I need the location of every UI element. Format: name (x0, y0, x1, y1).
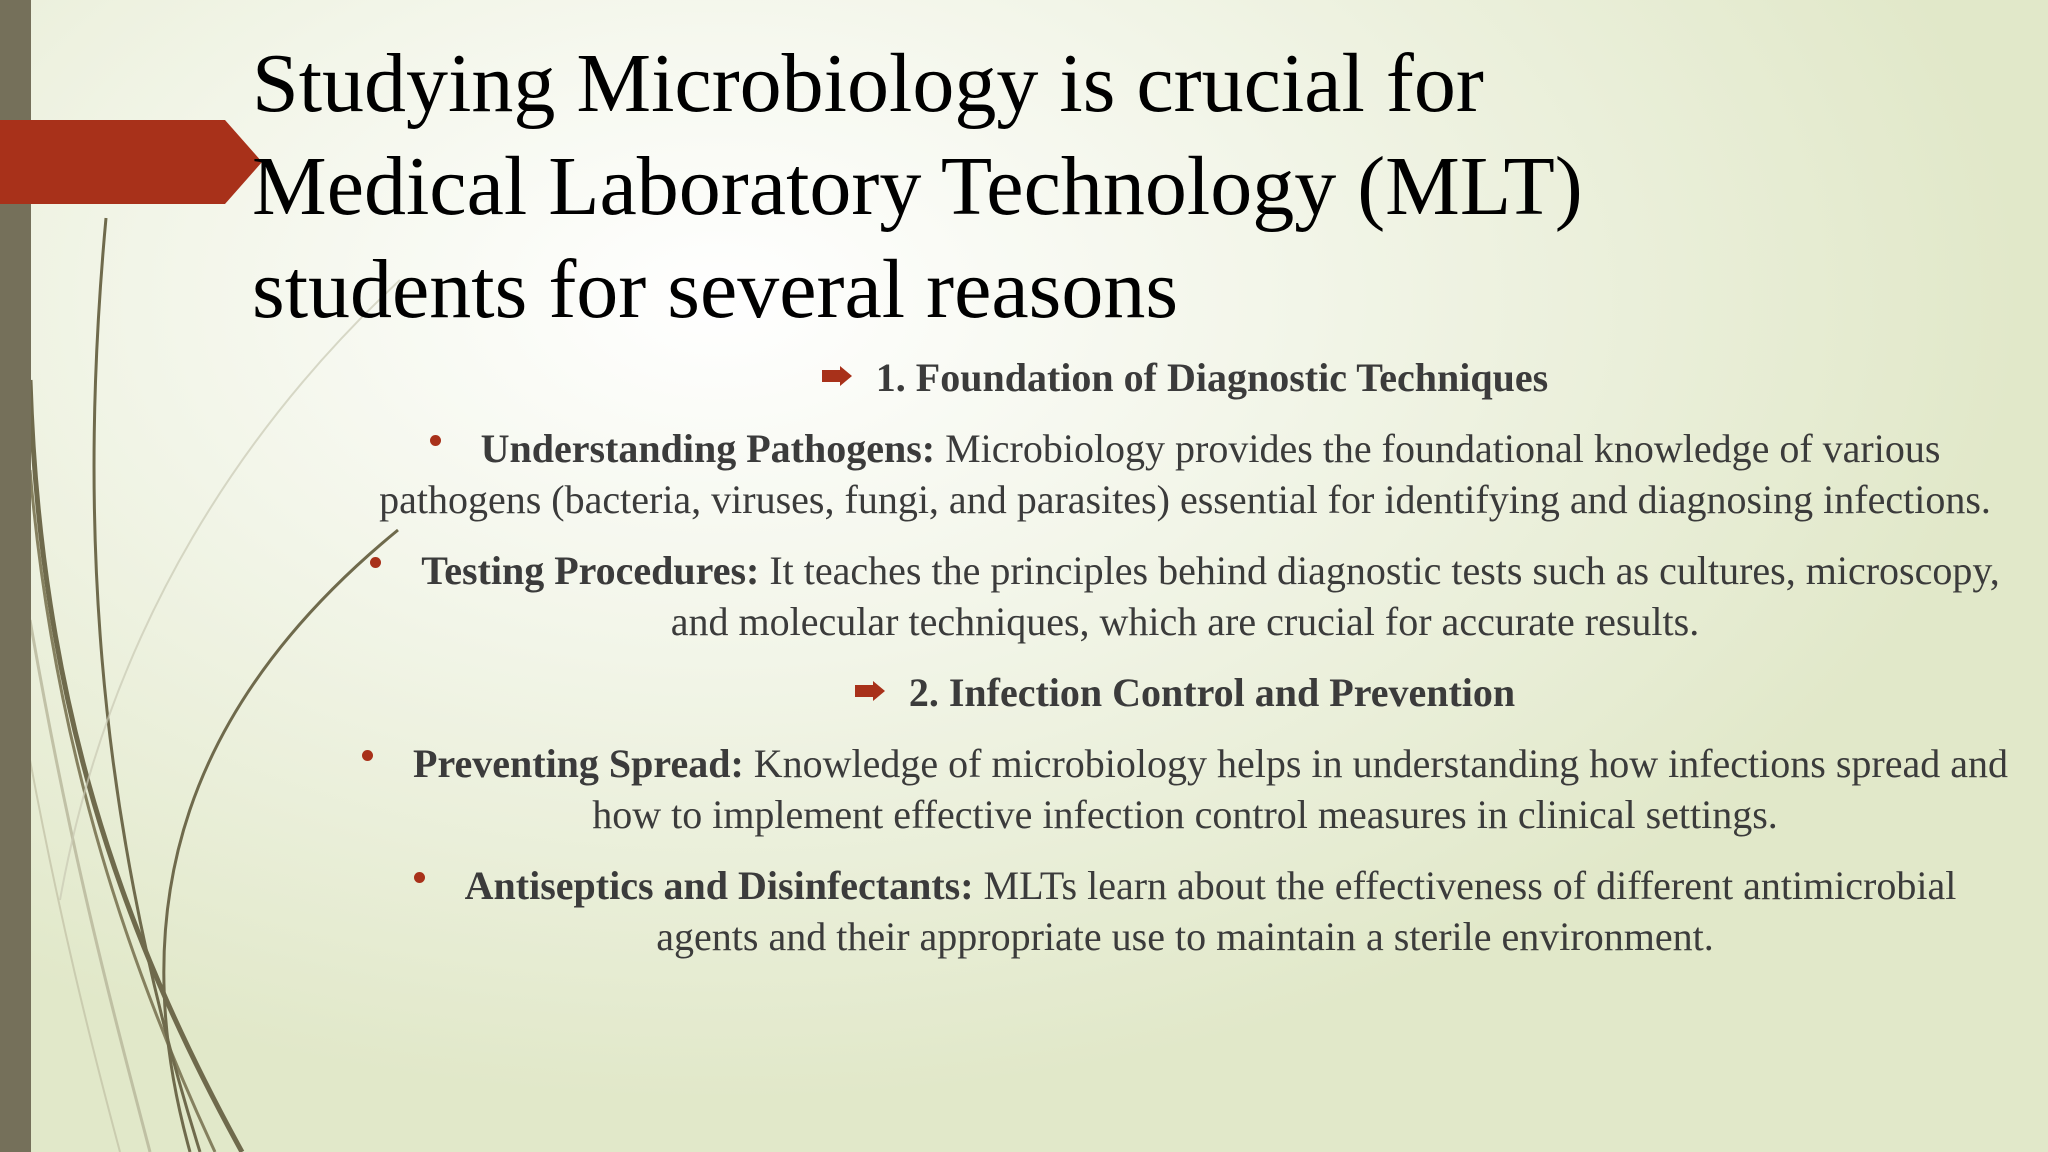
bullet-point (360, 860, 2010, 962)
bullet-point (360, 423, 2010, 525)
section-heading-text: 2. Infection Control and Prevention (908, 670, 1516, 715)
section-heading-text: 1. Foundation of Diagnostic Techniques (875, 355, 1549, 400)
bullet-dot-icon (362, 750, 373, 761)
bullet-label: Antiseptics and Disinfectants: (464, 863, 974, 908)
bullet-text: Microbiology provides the foundational knowledge of various pathogens (bacteria, viruses, fungi, and parasites) essential for identifying and diagnosing infections. (379, 426, 1991, 522)
bullet-text: Knowledge of microbiology helps in understanding how infections spread and how to implement effective infection control measures in clinical settings. (592, 741, 2008, 837)
slide-title: Studying Microbiology is crucial for Medical Laboratory Technology (MLT) students for several reasons (252, 37, 1583, 336)
bullet-text: MLTs learn about the effectiveness of different antimicrobial agents and their appropriate use to maintain a sterile environment. (656, 863, 1957, 959)
arrow-bullet-icon (855, 681, 885, 701)
bullet-dot-icon (414, 872, 425, 883)
section-heading (360, 667, 2010, 718)
bullet-dot-icon (370, 557, 381, 568)
bullet-dot-icon (430, 435, 441, 446)
bullet-point (360, 738, 2010, 840)
bullet-label: Understanding Pathogens: (480, 426, 936, 471)
bullet-text: It teaches the principles behind diagnostic tests such as cultures, microscopy, and molecular techniques, which are crucial for accurate results. (670, 548, 2000, 644)
section-heading (360, 352, 2010, 403)
accent-arrow-shape (0, 120, 262, 204)
bullet-label: Testing Procedures: (421, 548, 760, 593)
arrow-bullet-icon (822, 366, 852, 386)
bullet-label: Preventing Spread: (413, 741, 744, 786)
bullet-point (360, 545, 2010, 647)
slide-content (360, 352, 2010, 982)
